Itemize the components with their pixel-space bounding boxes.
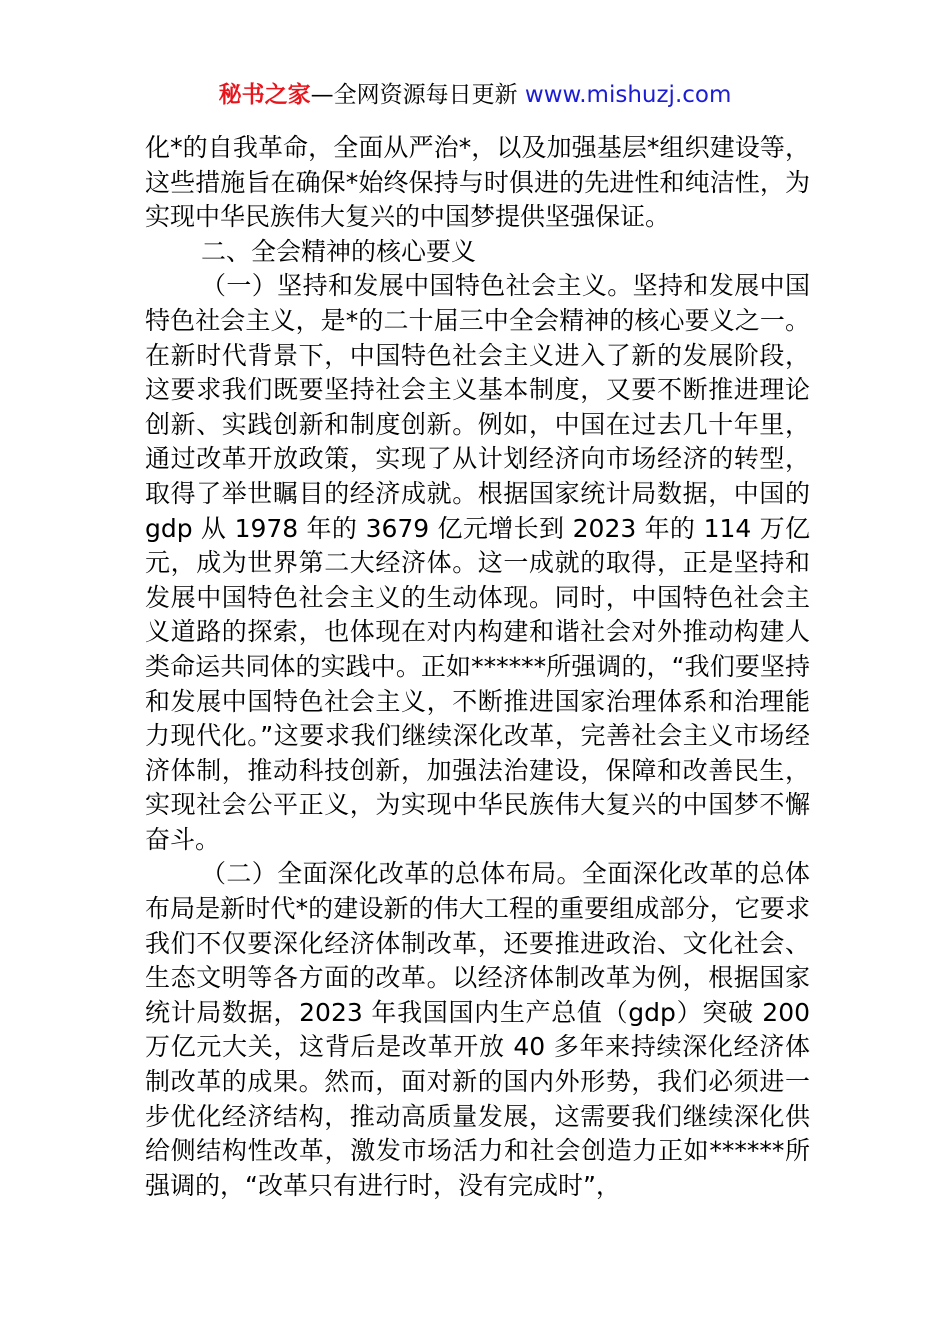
paragraph-intro-continuation: 化*的自我革命，全面从严治*，以及加强基层*组织建设等，这些措施旨在确保*始终保持与时俱进的先进性和纯洁性，为实现中华民族伟大复兴的中国梦提供坚强保证。 xyxy=(145,133,810,232)
document-body xyxy=(145,131,810,1203)
section-heading: 二、全会精神的核心要义 xyxy=(201,236,477,266)
site-tagline: —全网资源每日更新 xyxy=(310,82,525,108)
paragraph-section-1: （一）坚持和发展中国特色社会主义。坚持和发展中国特色社会主义，是*的二十届三中全会精神的核心要义之一。在新时代背景下，中国特色社会主义进入了新的发展阶段，这要求我们既要坚持社会主义基本制度，又要不断推进理论创新、实践创新和制度创新。例如，中国在过去几十年里，通过改革开放政策，实现了从计划经济向市场经济的转型，取得了举世瞩目的经济成就。根据国家统计局数据，中国的 gdp 从 1978 年的 3679 亿元增长到 2023 年的 114 万亿元，成为世界第二大经济体。这一成就的取得，正是坚持和发展中国特色社会主义的生动体现。同时，中国特色社会主义道路的探索，也体现在对内构建和谐社会对外推动构建人类命运共同体的实践中。正如******所强调的，“我们要坚持和发展中国特色社会主义，不断推进国家治理体系和治理能力现代化。”这要求我们继续深化改革，完善社会主义市场经济体制，推动科技创新，加强法治建设，保障和改善民生，实现社会公平正义，为实现中华民族伟大复兴的中国梦不懈奋斗。 xyxy=(145,271,810,854)
site-url-link[interactable]: www.mishuzj.com xyxy=(524,82,732,108)
site-brand: 秘书之家 xyxy=(218,82,311,108)
paragraph-section-2: （二）全面深化改革的总体布局。全面深化改革的总体布局是新时代*的建设新的伟大工程的重要组成部分，它要求我们不仅要深化经济体制改革，还要推进政治、文化社会、生态文明等各方面的改革。以经济体制改革为例，根据国家统计局数据，2023 年我国国内生产总值（gdp）突破 200 万亿元大关，这背后是改革开放 40 多年来持续深化经济体制改革的成果。然而，面对新的国内外形势，我们必须进一步优化经济结构，推动高质量发展，这需要我们继续深化供给侧结构性改革，激发市场活力和社会创造力正如******所强调的，“改革只有进行时，没有完成时”， xyxy=(145,859,810,1200)
site-header xyxy=(0,78,950,112)
